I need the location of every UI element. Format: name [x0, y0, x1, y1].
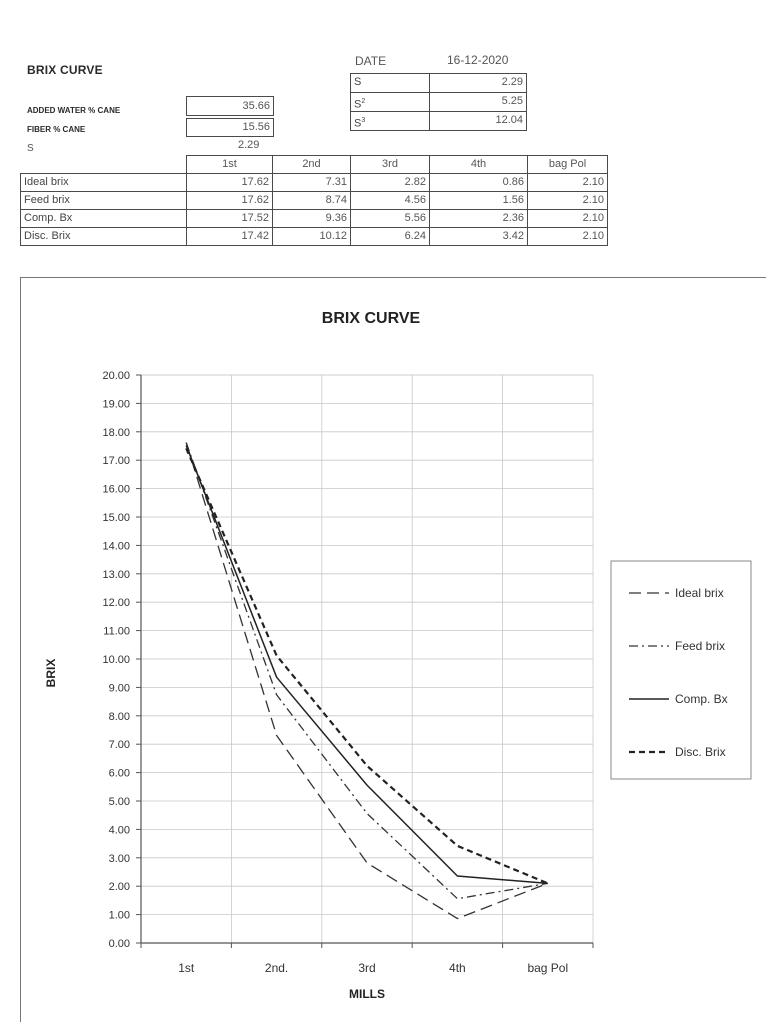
x-tick-label: 3rd — [358, 961, 376, 975]
series-line — [186, 443, 548, 919]
table-cell: 6.24 — [350, 227, 430, 246]
added-water-value: 35.66 — [186, 96, 274, 116]
y-tick-label: 20.00 — [102, 370, 130, 382]
table-cell: 2.36 — [429, 209, 528, 228]
y-tick-label: 0.00 — [108, 938, 130, 950]
series-line — [186, 443, 548, 899]
table-row-label: Feed brix — [20, 191, 187, 210]
table-column-header: 1st — [186, 155, 273, 174]
s-value: 2.29 — [238, 139, 260, 151]
table-cell: 17.62 — [186, 173, 273, 192]
y-tick-label: 1.00 — [108, 909, 130, 922]
table-row-label: Ideal brix — [20, 173, 187, 192]
table-cell: 17.42 — [186, 227, 273, 246]
y-tick-label: 11.00 — [103, 625, 130, 638]
y-tick-label: 6.00 — [108, 767, 130, 780]
fiber-value: 15.56 — [186, 118, 274, 137]
x-tick-label: 4th — [449, 961, 466, 975]
y-tick-label: 15.00 — [102, 512, 130, 524]
date-value: 16-12-2020 — [447, 53, 509, 67]
y-axis-title: BRIX — [44, 658, 58, 688]
y-tick-label: 18.00 — [102, 426, 130, 439]
s-label: S — [27, 143, 34, 154]
y-tick-label: 2.00 — [108, 881, 130, 894]
table-row-label: Disc. Brix — [20, 227, 187, 246]
table-cell: 1.56 — [429, 191, 528, 210]
table-cell: 2.10 — [527, 191, 608, 210]
y-tick-label: 7.00 — [108, 739, 130, 752]
table-cell: 2.82 — [350, 173, 430, 192]
legend-label: Ideal brix — [675, 586, 724, 600]
table-column-header: 2nd — [272, 155, 351, 174]
x-axis-title: MILLS — [349, 987, 385, 1001]
table-cell: 7.31 — [272, 173, 351, 192]
table-column-header: bag Pol — [527, 155, 608, 174]
y-tick-label: 8.00 — [108, 710, 130, 723]
table-cell: 5.56 — [350, 209, 430, 228]
series-line — [186, 448, 548, 883]
table-cell: 2.10 — [527, 173, 608, 192]
series-line — [186, 445, 548, 883]
table-row-label: Comp. Bx — [20, 209, 187, 228]
table-cell: 0.86 — [429, 173, 528, 192]
table-cell: 4.56 — [350, 191, 430, 210]
legend-label: Disc. Brix — [675, 745, 726, 759]
chart-area — [20, 277, 766, 1022]
y-tick-label: 17.00 — [102, 455, 130, 468]
table-column-header: 3rd — [350, 155, 430, 174]
s-row-label: $S^3$ — [350, 111, 430, 131]
table-column-header: 4th — [429, 155, 528, 174]
sheet-title: BRIX CURVE — [27, 63, 103, 77]
y-tick-label: 3.00 — [108, 852, 130, 865]
brix-curve-chart — [21, 278, 767, 1023]
y-tick-label: 9.00 — [108, 682, 130, 695]
fiber-label: FIBER % CANE — [27, 125, 86, 134]
table-cell: 3.42 — [429, 227, 528, 246]
s-row-value: 2.29 — [429, 73, 527, 93]
s-row-value: 12.04 — [429, 111, 527, 131]
s-row-label: S — [350, 73, 430, 93]
y-tick-label: 19.00 — [102, 398, 130, 411]
s-row-value: 5.25 — [429, 92, 527, 112]
chart-title: BRIX CURVE — [321, 310, 421, 327]
legend-label: Comp. Bx — [675, 692, 728, 706]
table-cell: 17.62 — [186, 191, 273, 210]
added-water-label: ADDED WATER % CANE — [27, 106, 121, 115]
s-row-label: $S^2$ — [350, 92, 430, 112]
x-tick-label: 1st — [178, 961, 195, 975]
table-cell: 2.10 — [527, 209, 608, 228]
table-cell: 9.36 — [272, 209, 351, 228]
table-cell: 2.10 — [527, 227, 608, 246]
x-tick-label: 2nd. — [264, 961, 289, 975]
y-tick-label: 16.00 — [102, 483, 130, 496]
y-tick-label: 5.00 — [108, 796, 130, 808]
y-tick-label: 10.00 — [102, 654, 130, 666]
date-label: DATE — [355, 54, 387, 68]
table-cell: 8.74 — [272, 191, 351, 210]
y-tick-label: 12.00 — [102, 597, 130, 610]
y-tick-label: 4.00 — [108, 824, 130, 837]
table-cell: 17.52 — [186, 209, 273, 228]
x-tick-label: bag Pol — [527, 961, 569, 975]
table-cell: 10.12 — [272, 227, 351, 246]
y-tick-label: 14.00 — [102, 540, 130, 553]
y-tick-label: 13.00 — [102, 568, 130, 581]
legend-label: Feed brix — [675, 639, 726, 653]
